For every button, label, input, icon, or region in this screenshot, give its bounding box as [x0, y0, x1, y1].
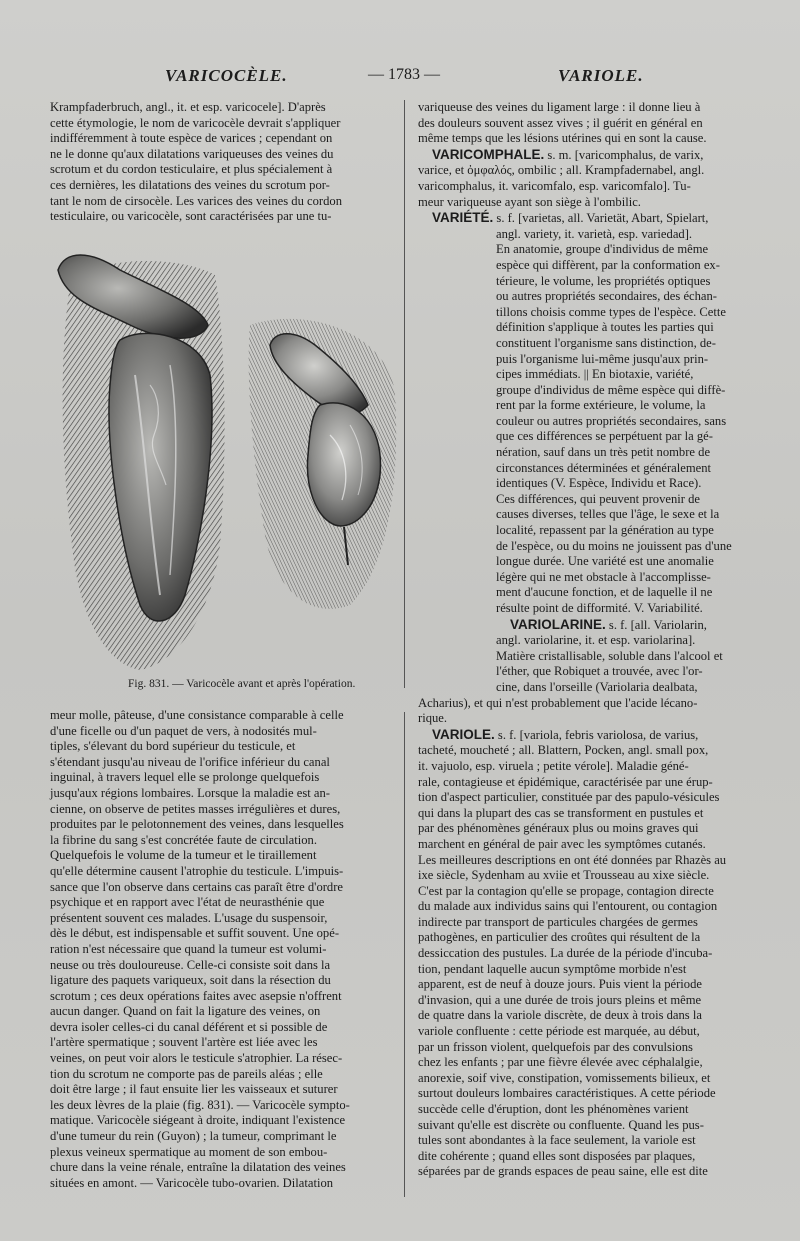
text-line: térieure, le volume, les propriétés optiques — [496, 273, 711, 288]
text-line: suivant qu'elle est discrète ou confluente. Quand les pus- — [418, 1117, 704, 1132]
text-line: longue durée. Une variété est une anomalie — [496, 554, 714, 569]
text-line: doit être large ; il faut ensuite lier les vaisseaux et suturer — [50, 1082, 338, 1097]
text-line: tion d'aspect particulier, constituée par des papulo-vésicules — [418, 790, 720, 805]
text-line: surtout douleurs lombaires caractéristiques. A cette période — [418, 1086, 716, 1101]
text-line: identiques (V. Espèce, Individu et Race). — [496, 476, 702, 491]
text-line: groupe d'individus de même espèce qui diffè- — [496, 382, 726, 397]
text-line: apparent, est de neuf à douze jours. Puis vient la période — [418, 977, 702, 992]
text-line: ment d'aucune fonction, et de laquelle il ne — [496, 585, 713, 600]
entry-variete — [418, 210, 780, 616]
text-line: matique. Varicocèle siégeant à droite, indiquant l'existence — [50, 1113, 346, 1128]
text-line: les deux lèvres de la plaie (fig. 831). — Varicocèle sympto- — [50, 1097, 350, 1112]
text-line: couleur ou autres propriétés secondaires, sans — [496, 413, 727, 428]
text-line: s. m. [varicomphalus, de varix, — [544, 147, 704, 162]
text-line: inguinal, à travers lequel elle se prolonge quelquefois — [50, 770, 320, 785]
text-line: varice, et ὀμφαλός, ombilic ; all. Krampfadernabel, angl. — [418, 163, 705, 178]
text-line: dite cohérente ; quand elles sont disposées par plaques, — [418, 1148, 696, 1163]
text-line: variqueuse des veines du ligament large : il donne lieu à — [418, 100, 701, 114]
running-head — [0, 66, 800, 94]
text-line: localité, repassent par la génération au type — [496, 523, 714, 538]
text-line: des douleurs souvent assez vives ; il guérit en général en — [418, 115, 703, 130]
text-line: s. f. [all. Variolarin, — [605, 617, 707, 632]
text-line: Krampfaderbruch, angl., it. et esp. varicocele]. D'après — [50, 100, 326, 114]
text-line: angl. variety, it. varietà, esp. variedad]. — [496, 226, 693, 241]
text-line: circonstances déterminées et généralement — [496, 460, 712, 475]
text-line: cette étymologie, le nom de varicocèle devrait s'appliquer — [50, 115, 341, 130]
text-line: d'une ficelle ou d'un paquet de vers, à nodosités mul- — [50, 723, 317, 738]
text-line: indifféremment à toute espèce de varices ; cependant on — [50, 131, 333, 146]
text-line: la fibrine du sang s'est concrétée faute de circulation. — [50, 832, 317, 847]
right-column-text — [418, 100, 780, 1180]
text-line: par des phénomènes généraux plus ou moins graves qui — [418, 821, 699, 836]
text-line: tion du scrotum ne comporte pas de pareils aléas ; elle — [50, 1066, 323, 1081]
header-left-title: VARICOCÈLE. — [165, 66, 288, 85]
text-line: ration n'est nécessaire que quand la tumeur est volumi- — [50, 941, 327, 956]
entry-variole — [418, 727, 780, 1180]
text-line: tacheté, moucheté ; all. Blattern, Pocken, angl. small pox, — [418, 743, 709, 758]
text-line: marchent en général de pair avec les symptômes cutanés. — [418, 836, 706, 851]
text-line: tillons choisis comme types de l'espèce. Cette — [496, 304, 726, 319]
text-line: espèce qui diffèrent, par la conformation ex- — [496, 257, 720, 272]
text-line: indirecte par transport de particules chargées de germes — [418, 914, 698, 929]
text-line: devra isoler celles-ci du canal déférent et si possible de — [50, 1019, 328, 1034]
text-line: que ces différences se perpétuent par la gé- — [496, 429, 713, 444]
text-line: qui dans la plupart des cas se transforment en pustules et — [418, 805, 704, 820]
text-line: tules sont abondantes à la face seulement, la variole est — [418, 1133, 696, 1148]
text-line: pathogènes, en particulier des croûtes qui résultent de la — [418, 930, 701, 945]
left-bottom-text — [50, 708, 394, 1191]
text-line: jusqu'aux régions lombaires. Lorsque la maladie est an- — [50, 785, 330, 800]
entry-headword: VARICOMPHALE. — [432, 146, 545, 162]
text-line: Matière cristallisable, soluble dans l'alcool et — [496, 648, 723, 663]
text-line: s. f. [variola, febris variolosa, de varius, — [494, 727, 699, 742]
text-line: s'étendant jusqu'au niveau de l'orifice inférieur du canal — [50, 754, 330, 769]
text-line: tiples, s'élevant du bord supérieur du testicule, et — [50, 739, 296, 754]
text-line: ne le donne qu'aux dilatations variqueuses des veines du — [50, 146, 334, 161]
entry-headword: VARIÉTÉ. — [432, 210, 494, 226]
column-divider — [404, 100, 405, 688]
text-line: définition s'applique à toutes les parties qui — [496, 320, 714, 335]
text-line: variole confluente : cette période est marquée, au début, — [418, 1024, 700, 1039]
text-line: l'éther, que Robiquet a trouvée, avec l'or- — [496, 664, 703, 679]
text-line: rale, contagieuse et épidémique, caractérisée par une érup- — [418, 774, 713, 789]
text-line: légère qui ne met obstacle à l'accomplisse- — [496, 569, 711, 584]
text-line: chez les enfants ; par une fièvre élevée avec céphalalgie, — [418, 1055, 703, 1070]
text-line: veines, on peut voir alors le testicule s'atrophier. La résec- — [50, 1051, 343, 1066]
page-number: — 1783 — — [368, 66, 440, 83]
text-line: chure dans la veine rénale, entraîne la dilatation des veines — [50, 1160, 346, 1175]
text-line: causes diverses, telles que l'âge, le sexe et la — [496, 507, 720, 522]
text-line: ixe siècle, Sydenham au xviie et Trousseau au xixe siècle. — [418, 868, 710, 883]
text-line: séparées par de grands espaces de peau saine, elle est dite — [418, 1164, 708, 1179]
text-line: d'invasion, qui a une durée de trois jours pleins et même — [418, 992, 702, 1007]
text-line: meur molle, pâteuse, d'une consistance comparable à celle — [50, 708, 344, 722]
text-line: du malade aux individus sains qui l'entourent, ou contagion — [418, 899, 718, 914]
text-line: tion, pendant laquelle aucun symptôme morbide n'est — [418, 961, 687, 976]
text-line: dès le début, est indispensable et suffit souvent. Une opé- — [50, 926, 340, 941]
text-line: produites par le pelotonnement des veines, dans lesquelles — [50, 817, 344, 832]
column-divider — [404, 712, 405, 1197]
text-line: scrotum ; ces deux opérations faites avec asepsie n'offrent — [50, 988, 342, 1003]
text-line: cine, dans l'orseille (Variolaria dealbata, — [496, 679, 698, 694]
text-line: de l'espèce, ou du moins ne jouissent pas d'une — [496, 538, 732, 553]
text-line: meur variqueuse ayant son siège à l'ombilic. — [418, 194, 641, 209]
text-line: s. f. [varietas, all. Varietät, Abart, Spielart, — [493, 211, 709, 226]
text-line: Ces différences, qui peuvent provenir de — [496, 491, 700, 506]
text-line: C'est par la contagion qu'elle se propage, contagion directe — [418, 883, 714, 898]
text-line: ou autres propriétés secondaires, des échan- — [496, 289, 717, 304]
text-line: rique. — [418, 711, 448, 726]
entry-headword: VARIOLE. — [432, 726, 495, 742]
entry-variolarine — [418, 617, 780, 727]
entry-headword: VARIOLARINE. — [510, 616, 606, 632]
text-line: ligature des paquets variqueux, soit dans la résection du — [50, 973, 331, 988]
header-right-title: VARIOLE. — [558, 66, 644, 85]
text-line: ces dernières, les dilatations des veines du scrotum por- — [50, 177, 330, 192]
text-line: cipes immédiats. || En biotaxie, variété, — [496, 367, 694, 382]
text-line: succède celle d'éruption, dont les phénomènes varient — [418, 1102, 689, 1116]
text-line: angl. variolarine, it. et esp. variolarina]. — [496, 633, 696, 648]
text-line: testiculaire, ou varicocèle, sont caractérisées par une tu- — [50, 209, 332, 224]
text-line: nération, sauf dans un très petit nombre de — [496, 445, 711, 460]
text-line: Les meilleures descriptions en ont été données par Rhazès au — [418, 852, 727, 867]
text-line: rent par la forme extérieure, le volume, la — [496, 398, 706, 413]
text-line: par un frisson violent, quelquefois par des convulsions — [418, 1039, 693, 1054]
text-line: de quatre dans la variole discrète, de deux à trois dans la — [418, 1008, 702, 1023]
text-line: même temps que les lésions utérines qui en sont la cause. — [418, 131, 707, 146]
text-line: situées en amont. — Varicocèle tubo-ovarien. Dilatation — [50, 1175, 334, 1190]
text-line: présentent souvent ces malades. L'usage du suspensoir, — [50, 910, 328, 925]
text-line: plexus veineux spermatique au moment de son embou- — [50, 1144, 328, 1159]
text-line: psychique et en rapport avec l'état de neurasthénie que — [50, 895, 325, 910]
text-line: résulte point de difformité. V. Variabilité. — [496, 601, 703, 615]
text-line: constituent l'organisme sans distinction, de- — [496, 335, 716, 350]
text-line: d'une tumeur du rein (Guyon) ; la tumeur, comprimant le — [50, 1129, 337, 1144]
text-line: sance que l'on observe dans certains cas paraît être d'ordre — [50, 879, 344, 894]
text-line: anorexie, soif vive, constipation, vomissements bilieux, et — [418, 1070, 711, 1085]
text-line: cienne, on observe de petites masses irrégulières et dures, — [50, 801, 341, 816]
figure-caption: Fig. 831. — Varicocèle avant et après l'opération. — [128, 678, 356, 690]
left-top-text — [50, 100, 388, 225]
text-line: aucun danger. Quand on fait la ligature des veines, on — [50, 1004, 321, 1019]
text-line: Acharius), et qui n'est probablement que l'acide lécano- — [418, 695, 698, 710]
entry-varicomphale — [418, 147, 780, 210]
text-line: Quelquefois le volume de la tumeur et le tiraillement — [50, 848, 317, 863]
text-line: varicomphalus, it. varicomfalo, esp. varicomfalo]. Tu- — [418, 178, 691, 193]
text-line: qu'elle détermine causent l'atrophie du testicule. L'impuis- — [50, 863, 344, 878]
varicocele-illustration — [50, 245, 400, 673]
text-line: scrotum et du cordon testiculaire, et plus spécialement à — [50, 162, 333, 177]
text-line: l'artère spermatique ; souvent l'artère est liée avec les — [50, 1035, 318, 1050]
text-line: puis l'organisme lui-même jusqu'aux prin- — [496, 351, 709, 366]
text-line: tant le nom de cirsocèle. Les varices des veines du cordon — [50, 193, 342, 208]
text-line: neuse ou très douloureuse. Celle-ci consiste soit dans la — [50, 957, 331, 972]
text-line: dessiccation des pustules. La durée de la période d'incuba- — [418, 946, 713, 961]
text-line: it. vajuolo, esp. viruela ; petite vérole]. Maladie géné- — [418, 758, 689, 773]
text-line: En anatomie, groupe d'individus de même — [496, 242, 709, 257]
